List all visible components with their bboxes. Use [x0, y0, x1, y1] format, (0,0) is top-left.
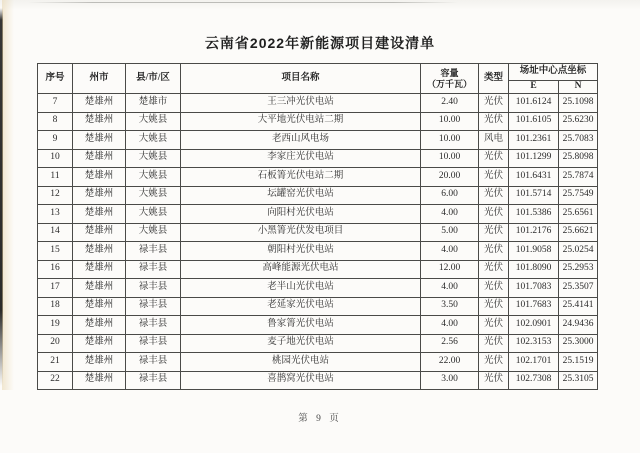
cell-index: 17 — [38, 279, 73, 298]
cell-project-name: 石板箐光伏电站二期 — [181, 168, 421, 187]
table-row — [38, 205, 598, 224]
cell-prefecture: 楚雄州 — [73, 186, 126, 205]
cell-type: 光伏 — [479, 186, 509, 205]
cell-coord-n: 25.7549 — [559, 186, 598, 205]
cell-coord-e: 101.6124 — [509, 94, 559, 113]
cell-county: 禄丰县 — [126, 334, 181, 353]
cell-index: 7 — [38, 94, 73, 113]
cell-index: 16 — [38, 260, 73, 279]
cell-prefecture: 楚雄州 — [73, 316, 126, 335]
cell-capacity: 20.00 — [421, 168, 479, 187]
cell-capacity: 10.00 — [421, 131, 479, 150]
cell-county: 大姚县 — [126, 112, 181, 131]
cell-project-name: 王三冲光伏电站 — [181, 94, 421, 113]
table-body — [38, 94, 598, 390]
cell-project-name: 喜鹊窝光伏电站 — [181, 371, 421, 390]
cell-capacity: 3.50 — [421, 297, 479, 316]
cell-type: 光伏 — [479, 371, 509, 390]
table-row — [38, 223, 598, 242]
cell-type: 光伏 — [479, 242, 509, 261]
cell-capacity: 2.56 — [421, 334, 479, 353]
cell-prefecture: 楚雄州 — [73, 242, 126, 261]
cell-type: 光伏 — [479, 297, 509, 316]
cell-prefecture: 楚雄州 — [73, 279, 126, 298]
cell-project-name: 桃园光伏电站 — [181, 353, 421, 372]
cell-capacity: 3.00 — [421, 371, 479, 390]
cell-coord-e: 101.1299 — [509, 149, 559, 168]
cell-coord-n: 25.6230 — [559, 112, 598, 131]
cell-index: 14 — [38, 223, 73, 242]
cell-coord-n: 25.6561 — [559, 205, 598, 224]
cell-coord-e: 102.1701 — [509, 353, 559, 372]
col-header-county: 县/市/区 — [126, 64, 181, 94]
cell-county: 禄丰县 — [126, 316, 181, 335]
cell-index: 11 — [38, 168, 73, 187]
cell-coord-n: 25.6621 — [559, 223, 598, 242]
cell-project-name: 小黑箐光伏发电项目 — [181, 223, 421, 242]
cell-index: 9 — [38, 131, 73, 150]
cell-type: 光伏 — [479, 334, 509, 353]
table-row — [38, 279, 598, 298]
cell-type: 光伏 — [479, 223, 509, 242]
cell-type: 风电 — [479, 131, 509, 150]
cell-coord-n: 25.0254 — [559, 242, 598, 261]
cell-project-name: 老西山风电场 — [181, 131, 421, 150]
cell-coord-e: 101.2176 — [509, 223, 559, 242]
cell-prefecture: 楚雄州 — [73, 168, 126, 187]
cell-project-name: 向阳村光伏电站 — [181, 205, 421, 224]
cell-type: 光伏 — [479, 279, 509, 298]
cell-index: 15 — [38, 242, 73, 261]
cell-project-name: 麦子地光伏电站 — [181, 334, 421, 353]
col-header-capacity — [421, 64, 479, 94]
cell-type: 光伏 — [479, 316, 509, 335]
col-header-coord-n: N — [559, 81, 598, 94]
cell-coord-n: 25.7874 — [559, 168, 598, 187]
cell-prefecture: 楚雄州 — [73, 353, 126, 372]
table-row — [38, 149, 598, 168]
cell-capacity: 10.00 — [421, 149, 479, 168]
cell-index: 18 — [38, 297, 73, 316]
cell-type: 光伏 — [479, 94, 509, 113]
cell-coord-e: 102.3153 — [509, 334, 559, 353]
cell-coord-n: 24.9436 — [559, 316, 598, 335]
cell-county: 禄丰县 — [126, 279, 181, 298]
table-row — [38, 316, 598, 335]
cell-type: 光伏 — [479, 168, 509, 187]
cell-capacity: 4.00 — [421, 279, 479, 298]
cell-coord-n: 25.2953 — [559, 260, 598, 279]
cell-capacity: 12.00 — [421, 260, 479, 279]
cell-coord-e: 101.5386 — [509, 205, 559, 224]
cell-county: 大姚县 — [126, 131, 181, 150]
table-row — [38, 353, 598, 372]
cell-coord-n: 25.3105 — [559, 371, 598, 390]
cell-prefecture: 楚雄州 — [73, 149, 126, 168]
table-row — [38, 297, 598, 316]
scan-edge-artifact — [0, 8, 3, 386]
cell-project-name: 李家庄光伏电站 — [181, 149, 421, 168]
cell-index: 20 — [38, 334, 73, 353]
col-header-coord-e: E — [509, 81, 559, 94]
cell-prefecture: 楚雄州 — [73, 131, 126, 150]
cell-index: 22 — [38, 371, 73, 390]
cell-county: 禄丰县 — [126, 260, 181, 279]
cell-type: 光伏 — [479, 205, 509, 224]
cell-coord-e: 102.7308 — [509, 371, 559, 390]
scan-tint-artifact — [2, 0, 14, 390]
cell-type: 光伏 — [479, 353, 509, 372]
cell-prefecture: 楚雄州 — [73, 371, 126, 390]
table-row — [38, 94, 598, 113]
cell-capacity: 4.00 — [421, 205, 479, 224]
cell-county: 大姚县 — [126, 186, 181, 205]
col-header-index: 序号 — [38, 64, 73, 94]
col-header-coords: 场址中心点坐标 — [509, 64, 598, 81]
cell-project-name: 朝阳村光伏电站 — [181, 242, 421, 261]
cell-type: 光伏 — [479, 260, 509, 279]
cell-project-name: 坛罐窑光伏电站 — [181, 186, 421, 205]
cell-coord-e: 101.9058 — [509, 242, 559, 261]
cell-coord-e: 101.2361 — [509, 131, 559, 150]
cell-coord-e: 102.0901 — [509, 316, 559, 335]
table-row — [38, 168, 598, 187]
cell-county: 禄丰县 — [126, 242, 181, 261]
cell-project-name: 老延家光伏电站 — [181, 297, 421, 316]
cell-index: 12 — [38, 186, 73, 205]
cell-county: 禄丰县 — [126, 297, 181, 316]
cell-prefecture: 楚雄州 — [73, 334, 126, 353]
table-row — [38, 371, 598, 390]
cell-county: 大姚县 — [126, 149, 181, 168]
cell-county: 大姚县 — [126, 223, 181, 242]
cell-type: 光伏 — [479, 149, 509, 168]
table-row — [38, 112, 598, 131]
cell-prefecture: 楚雄州 — [73, 94, 126, 113]
table-row — [38, 260, 598, 279]
cell-project-name: 大平地光伏电站二期 — [181, 112, 421, 131]
cell-project-name: 高峰能源光伏电站 — [181, 260, 421, 279]
cell-project-name: 老半山光伏电站 — [181, 279, 421, 298]
cell-coord-n: 25.4141 — [559, 297, 598, 316]
scan-top-line-artifact — [28, 2, 458, 3]
cell-county: 大姚县 — [126, 205, 181, 224]
cell-prefecture: 楚雄州 — [73, 223, 126, 242]
cell-county: 大姚县 — [126, 168, 181, 187]
cell-coord-n: 25.1098 — [559, 94, 598, 113]
capacity-header-line2: （万千瓦） — [426, 78, 472, 89]
cell-capacity: 22.00 — [421, 353, 479, 372]
cell-index: 10 — [38, 149, 73, 168]
cell-coord-e: 101.8090 — [509, 260, 559, 279]
cell-project-name: 鲁家箐光伏电站 — [181, 316, 421, 335]
cell-index: 19 — [38, 316, 73, 335]
capacity-header-line1: 容量 — [440, 68, 459, 79]
cell-capacity: 4.00 — [421, 242, 479, 261]
cell-index: 13 — [38, 205, 73, 224]
cell-coord-e: 101.7083 — [509, 279, 559, 298]
col-header-type: 类型 — [479, 64, 509, 94]
table-row — [38, 186, 598, 205]
cell-prefecture: 楚雄州 — [73, 260, 126, 279]
table-row — [38, 131, 598, 150]
table-row — [38, 242, 598, 261]
page-title: 云南省2022年新能源项目建设清单 — [204, 35, 436, 51]
cell-capacity: 5.00 — [421, 223, 479, 242]
projects-table — [37, 63, 598, 390]
cell-capacity: 10.00 — [421, 112, 479, 131]
cell-coord-n: 25.7083 — [559, 131, 598, 150]
cell-prefecture: 楚雄州 — [73, 205, 126, 224]
cell-county: 楚雄市 — [126, 94, 181, 113]
cell-prefecture: 楚雄州 — [73, 112, 126, 131]
cell-index: 8 — [38, 112, 73, 131]
cell-coord-e: 101.6105 — [509, 112, 559, 131]
cell-capacity: 6.00 — [421, 186, 479, 205]
table-row — [38, 334, 598, 353]
page-number: 第 9 页 — [298, 414, 342, 424]
cell-prefecture: 楚雄州 — [73, 297, 126, 316]
cell-coord-e: 101.5714 — [509, 186, 559, 205]
cell-coord-n: 25.3507 — [559, 279, 598, 298]
cell-type: 光伏 — [479, 112, 509, 131]
col-header-prefecture: 州市 — [73, 64, 126, 94]
cell-county: 禄丰县 — [126, 371, 181, 390]
cell-county: 禄丰县 — [126, 353, 181, 372]
col-header-project: 项目名称 — [181, 64, 421, 94]
cell-coord-n: 25.1519 — [559, 353, 598, 372]
cell-capacity: 2.40 — [421, 94, 479, 113]
cell-coord-e: 101.7683 — [509, 297, 559, 316]
cell-coord-n: 25.8098 — [559, 149, 598, 168]
cell-coord-n: 25.3000 — [559, 334, 598, 353]
cell-capacity: 4.00 — [421, 316, 479, 335]
cell-index: 21 — [38, 353, 73, 372]
cell-coord-e: 101.6431 — [509, 168, 559, 187]
